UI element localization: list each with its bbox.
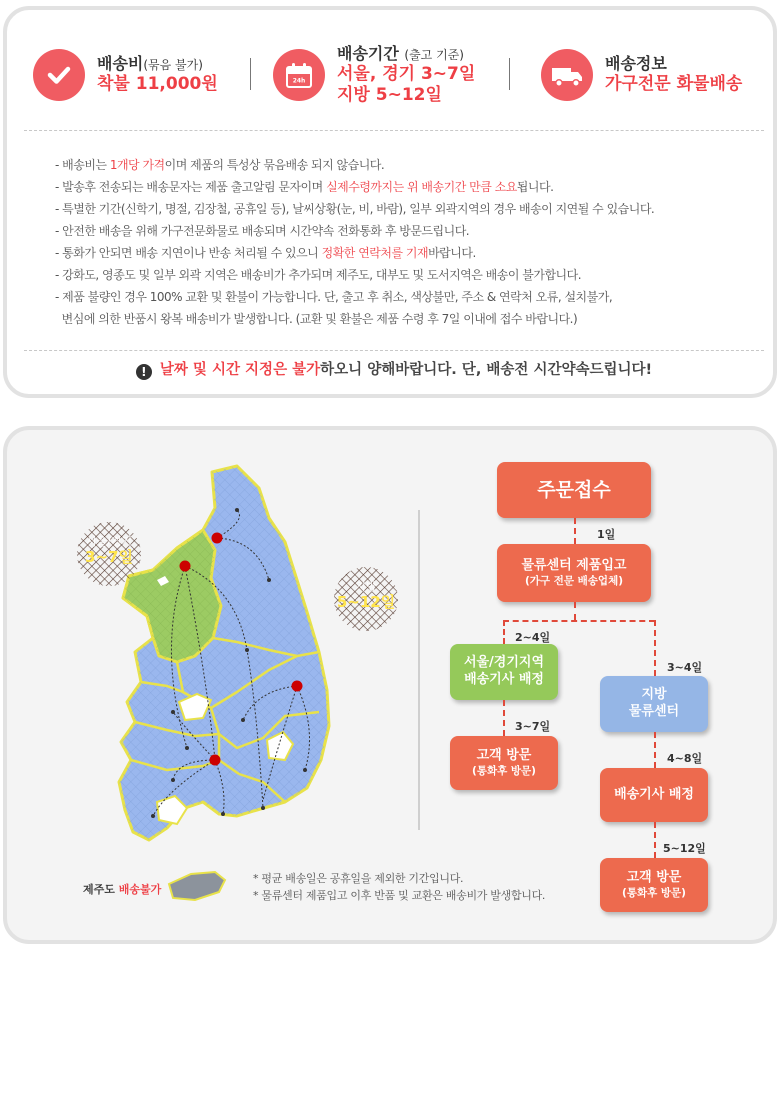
svg-text:24h: 24h [292, 77, 306, 85]
exclamation-icon: ! [136, 364, 152, 380]
delivery-info-panel [3, 6, 777, 398]
notice-item: - 특별한 기간(신학기, 명절, 김장철, 공휴일 등), 날씨상황(눈, 비, 바람), 일부 외곽지역의 경우 배송이 지연될 수 있습니다. [55, 202, 655, 216]
shipping-method-block [541, 38, 742, 112]
map-jeju [169, 872, 225, 900]
footnotes [253, 870, 545, 904]
flow-days: 1일 [597, 528, 616, 541]
notice-item: - 발송후 전송되는 배송문자는 제품 출고알림 문자이며 실제수령까지는 위 배송기간 만큼 소요됩니다. [55, 180, 554, 194]
local-bubble-days: 5~12일 [336, 592, 396, 611]
footnote: * 물류센터 제품입고 이후 반품 및 교환은 배송비가 발생합니다. [253, 889, 546, 902]
flow-connector [654, 620, 656, 676]
flow-days: 3~4일 [667, 661, 703, 674]
flow-days: 5~12일 [663, 842, 706, 855]
notice-item: 변심에 의한 반품시 왕복 배송비가 발생합니다. (교환 및 환불은 제품 수령 후 7일 이내에 접수 바랍니다.) [55, 312, 578, 326]
notice-list [55, 154, 767, 330]
fee-title: 배송비 [97, 54, 144, 74]
section-divider [418, 510, 420, 830]
period-title: 배송기간 [337, 43, 399, 63]
korea-map [7, 430, 417, 940]
seoul-bubble-days: 3~7일 [85, 547, 133, 566]
flow-days: 4~8일 [667, 752, 703, 765]
flow-days: 3~7일 [515, 720, 551, 733]
jeju-label: 제주도 배송불가 [83, 883, 162, 896]
period-title-note: (출고 기준) [404, 47, 464, 62]
seoul-period-bubble [77, 522, 141, 586]
footnote: * 평균 배송일은 공휴일을 제외한 기간입니다. [253, 872, 464, 885]
local-period-bubble [334, 567, 398, 631]
method-value: 가구전문 화물배송 [605, 74, 743, 95]
seoul-bubble-label: 서울/경기 [85, 535, 133, 548]
notice-item: - 배송비는 1개당 가격이며 제품의 특성상 묶음배송 되지 않습니다. [55, 158, 385, 172]
fee-value: 착불 11,000원 [97, 74, 218, 95]
flow-seoul-customer-visit: 고객 방문 (통화후 방문) [450, 736, 558, 790]
notice-item: - 안전한 배송을 위해 가구전문화물로 배송되며 시간약속 전화통화 후 방문드립니다. [55, 224, 470, 238]
truck-icon [541, 49, 593, 101]
flow-connector [574, 602, 576, 620]
flow-connector [503, 620, 655, 622]
flow-connector [654, 732, 656, 768]
flow-local-driver-assign: 배송기사 배정 [600, 768, 708, 822]
notice-item: - 강화도, 영종도 및 일부 외곽 지역은 배송비가 추가되며 제주도, 대부도 및 도서지역은 배송이 불가합니다. [55, 268, 582, 282]
period-value-local: 지방 5~12일 [337, 85, 442, 105]
fee-title-note: (묶음 불가) [143, 58, 203, 73]
shipping-period-block [273, 38, 475, 112]
period-value-capital: 서울, 경기 3~7일 [337, 63, 476, 84]
notice-item: - 제품 불량인 경우 100% 교환 및 환불이 가능합니다. 단, 출고 후 취소, 색상불만, 주소 & 연락처 오류, 설치불가, [55, 290, 613, 304]
flow-connector [574, 518, 576, 544]
header-divider [250, 58, 251, 90]
flow-connector [503, 620, 505, 644]
flow-seoul-driver-assign: 서울/경기지역 배송기사 배정 [450, 644, 558, 700]
flow-connector [654, 822, 656, 858]
delivery-flow-panel [3, 426, 777, 944]
flow-local-customer-visit: 고객 방문 (통화후 방문) [600, 858, 708, 912]
divider [24, 350, 764, 351]
divider [24, 130, 764, 131]
flow-warehouse: 물류센터 제품입고 (가구 전문 배송업체) [497, 544, 651, 602]
method-title: 배송정보 [605, 54, 667, 74]
local-bubble-label: 지방 [355, 580, 377, 593]
notice-item: - 통화가 안되면 배송 지연이나 반송 처리될 수 있으니 정확한 연락처를 기재바랍니다. [55, 246, 476, 260]
header-divider [509, 58, 510, 90]
calendar-icon [273, 49, 325, 101]
flow-order-received: 주문접수 [497, 462, 651, 518]
flow-days: 2~4일 [515, 631, 551, 644]
shipping-fee-block [33, 38, 218, 112]
checkmark-icon [33, 49, 85, 101]
flow-local-distribution-center: 지방 물류센터 [600, 676, 708, 732]
warning-message: ! 날짜 및 시간 지정은 불가하오니 양해바랍니다. 단, 배송전 시간약속드립니다! [7, 358, 780, 380]
flow-connector [503, 700, 505, 736]
